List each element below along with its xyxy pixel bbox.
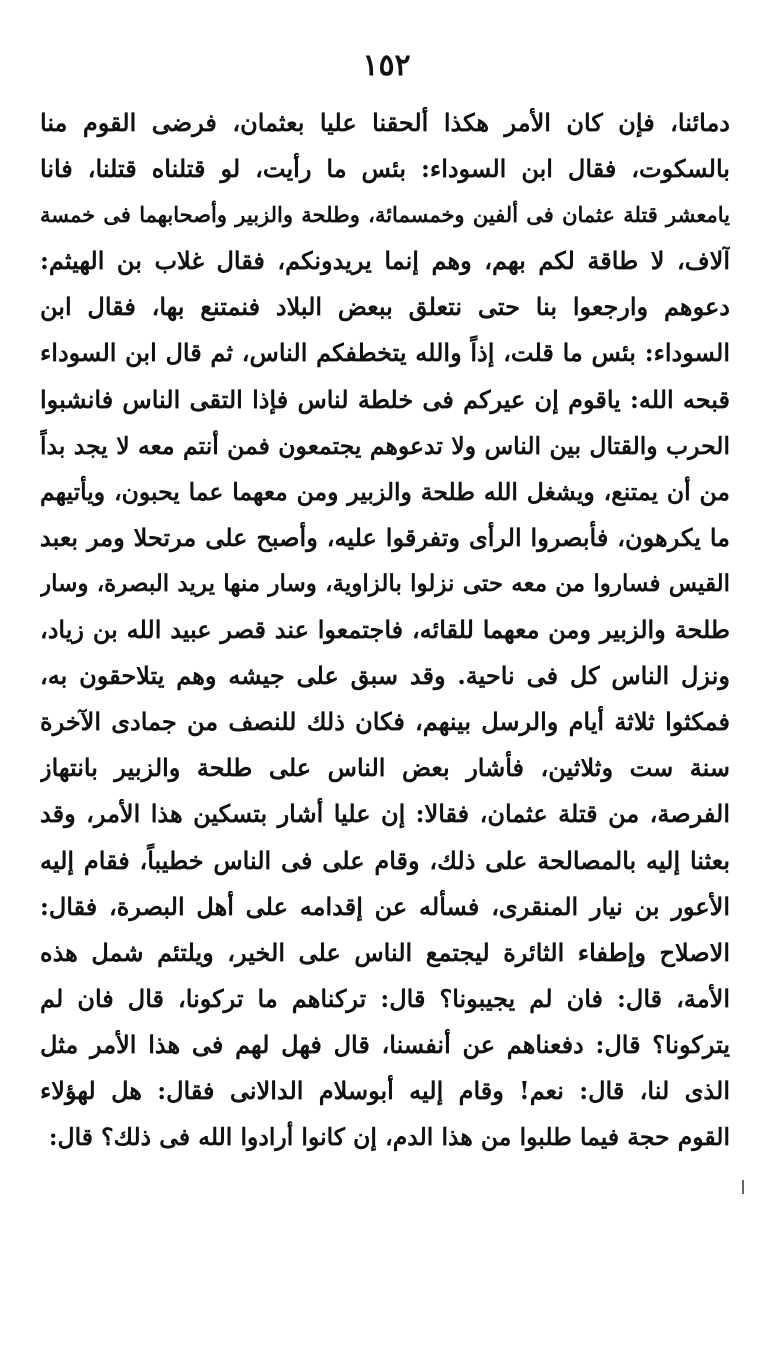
text-line: سنة ست وثلاثين، فأشار بعض الناس على طلحة والزبير بانتهاز: [40, 753, 730, 783]
text-line: آلاف، لا طاقة لكم بهم، وهم إنما يريدونكم، فقال غلاب بن الهيثم:: [40, 246, 730, 276]
text-line: الذى لنا، قال: نعم! وقام إليه أبوسلام الدالانى فقال: هل لهؤلاء: [40, 1075, 730, 1105]
body-text: [40, 100, 730, 1160]
text-line: ما يكرهون، فأبصروا الرأى وتفرقوا عليه، وأصبح على مرتحلا ومر بعبد: [40, 522, 730, 552]
text-line: الفرصة، من قتلة عثمان، فقالا: إن عليا أشار بتسكين هذا الأمر، وقد: [40, 799, 730, 829]
page-number: ١٥٢: [362, 48, 411, 83]
text-line: الأمة، قال: فان لم يجيبونا؟ قال: تركناهم ما تركونا، قال فان لم: [40, 983, 730, 1013]
text-line: قبحه الله: ياقوم إن عيركم فى خلطة لناس فإذا التقى الناس فانشبوا: [40, 384, 730, 414]
text-line: بالسكوت، فقال ابن السوداء: بئس ما رأيت، لو قتلناه قتلنا، فانا: [40, 154, 730, 184]
text-line: الأعور بن نيار المنقرى، فسأله عن إقدامه على أهل البصرة، فقال:: [40, 891, 730, 921]
text-line: القوم حجة فيما طلبوا من هذا الدم، إن كانوا أرادوا الله فى ذلك؟ قال:: [48, 1123, 730, 1152]
text-line: دعوهم وارجعوا بنا حتى نتعلق ببعض البلاد فنمتنع بها، فقال ابن: [40, 292, 730, 322]
text-line: القيس فساروا من معه حتى نزلوا بالزاوية، وسار منها يريد البصرة، وسار: [40, 569, 730, 597]
text-line: الاصلاح وإطفاء الثائرة ليجتمع الناس على الخير، ويلتئم شمل هذه: [40, 937, 730, 967]
margin-mark: [742, 1180, 744, 1194]
text-line: فمكثوا ثلاثة أيام والرسل بينهم، فكان ذلك للنصف من جمادى الآخرة: [40, 707, 730, 737]
text-line: السوداء: بئس ما قلت، إذاً والله يتخطفكم الناس، ثم قال ابن السوداء: [40, 338, 730, 368]
text-line: من أن يمتنع، ويشغل الله طلحة والزبير ومن معهما عما يحبون، ويأتيهم: [40, 477, 730, 506]
text-line: يتركونا؟ قال: دفعناهم عن أنفسنا، قال فهل لهم فى هذا الأمر مثل: [40, 1029, 730, 1059]
text-line: الحرب والقتال بين الناس ولا تدعوهم يجتمعون فمن أنتم معه لا يجد بداً: [40, 431, 730, 460]
text-line: يامعشر قتلة عثمان فى ألفين وخمسمائة، وطلحة والزبير وأصحابهما فى خمسة: [40, 202, 730, 228]
text-line: بعثنا إليه بالمصالحة على ذلك، وقام على فى الناس خطيباً، فقام إليه: [40, 845, 730, 875]
text-line: دمائنا، فإن كان الأمر هكذا ألحقنا عليا بعثمان، فرضى القوم منا: [40, 108, 730, 137]
text-line: ونزل الناس كل فى ناحية. وقد سبق على جيشه وهم يتلاحقون به،: [40, 661, 730, 691]
text-line: طلحة والزبير ومن معهما للقائه، فاجتمعوا عند قصر عبيد الله بن زياد،: [40, 615, 730, 645]
